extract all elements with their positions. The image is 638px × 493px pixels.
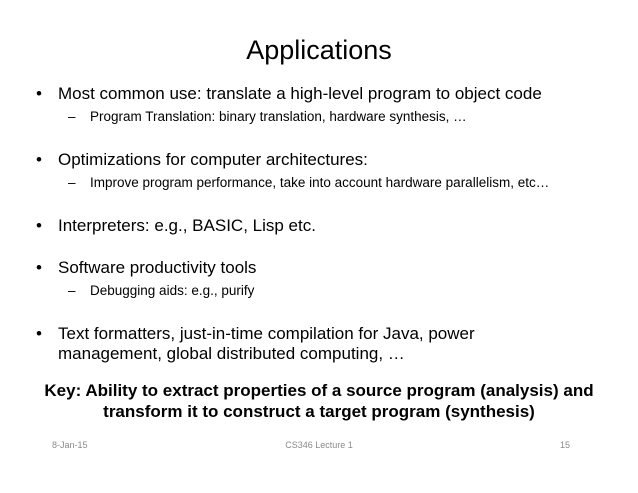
sub-bullet-text: Improve program performance, take into account hardware parallelism, etc… [90, 175, 550, 190]
key-line-2: transform it to construct a target program (synthesis) [103, 402, 535, 421]
sub-bullet-dash: – [68, 283, 76, 298]
bullet-text-formatters [36, 324, 616, 364]
bullet-most-common-use [36, 84, 616, 104]
bullet-text: Optimizations for computer architectures: [58, 150, 368, 169]
bullet-text: Most common use: translate a high-level program to object code [58, 84, 542, 103]
bullet-dot: • [36, 324, 42, 343]
bullet-dot: • [36, 258, 42, 277]
bullet-text: Software productivity tools [58, 258, 257, 277]
footer-page-number: 15 [559, 440, 570, 450]
sub-bullet-program-translation [36, 108, 616, 126]
slide-title: Applications [246, 35, 392, 65]
footer-course: CS346 Lecture 1 [285, 440, 353, 450]
bullet-dot: • [36, 216, 42, 235]
bullet-list [36, 84, 616, 364]
bullet-dot: • [36, 84, 42, 103]
bullet-dot: • [36, 150, 42, 169]
sub-bullet-text: Debugging aids: e.g., purify [90, 283, 255, 298]
footer-date: 8-Jan-15 [52, 440, 88, 450]
key-statement [0, 380, 638, 422]
sub-bullet-improve-performance [36, 174, 616, 192]
bullet-text-line-1: Text formatters, just-in-time compilation for Java, power [58, 324, 475, 343]
bullet-text-line-2: management, global distributed computing, … [58, 344, 405, 363]
sub-bullet-dash: – [68, 109, 76, 124]
bullet-optimizations [36, 150, 616, 170]
bullet-text: Interpreters: e.g., BASIC, Lisp etc. [58, 216, 316, 235]
bullet-software-productivity [36, 258, 616, 278]
sub-bullet-text: Program Translation: binary translation, hardware synthesis, … [90, 109, 467, 124]
sub-bullet-debugging-aids [36, 282, 616, 300]
bullet-interpreters [36, 216, 616, 236]
key-line-1: Key: Ability to extract properties of a source program (analysis) and [44, 381, 594, 400]
sub-bullet-dash: – [68, 175, 76, 190]
